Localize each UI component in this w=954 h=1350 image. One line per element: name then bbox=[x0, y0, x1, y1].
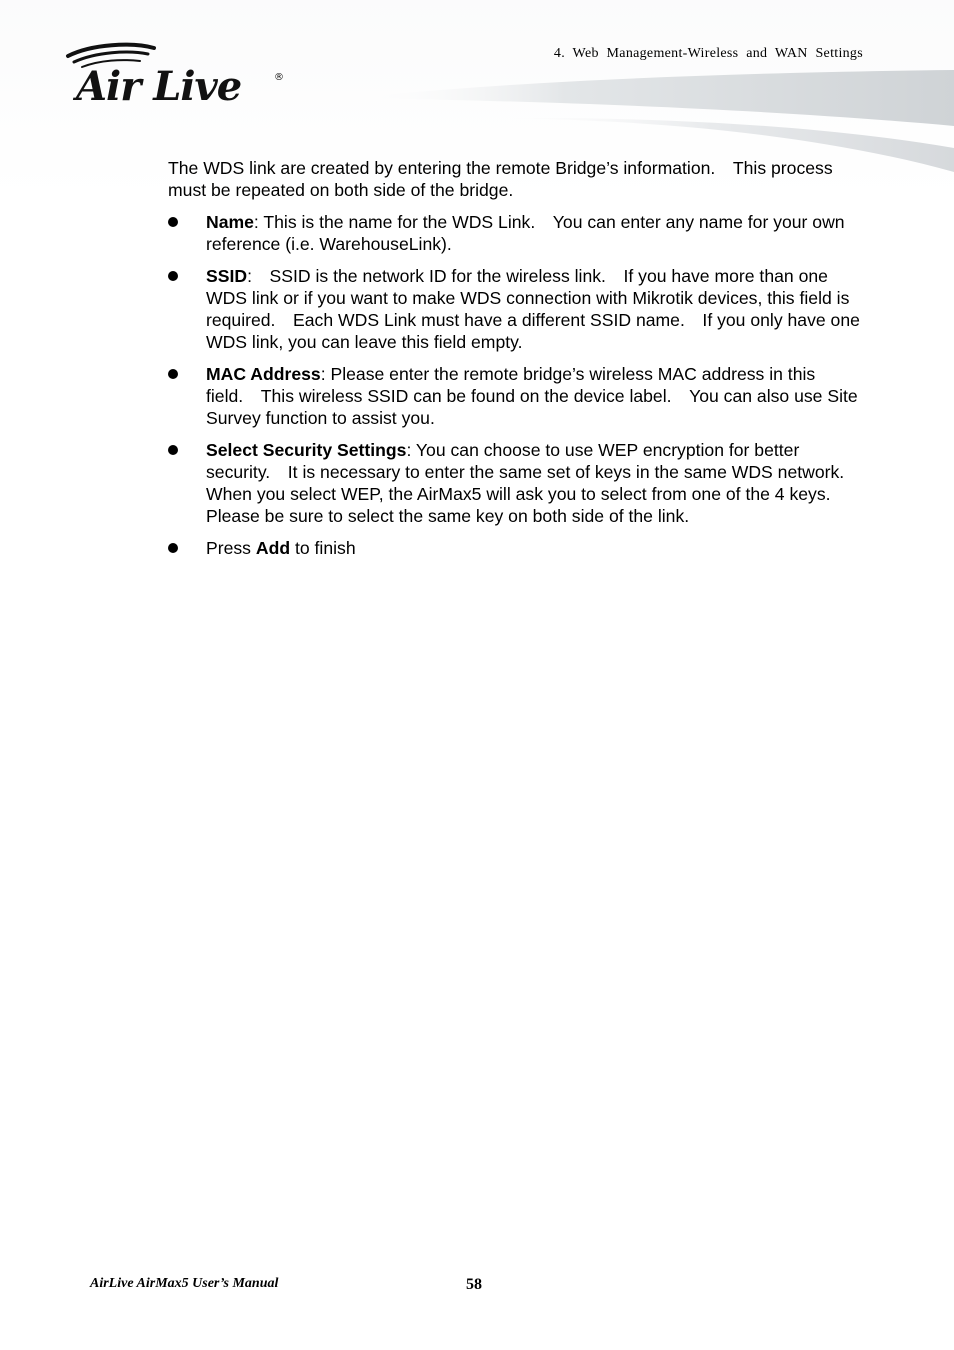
logo-wordmark: Air Live bbox=[76, 63, 242, 106]
bullet-dot-icon bbox=[168, 217, 178, 227]
page-number: 58 bbox=[466, 1276, 482, 1293]
bullet-term: Select Security Settings bbox=[206, 440, 407, 460]
bullet-dot-icon bbox=[168, 369, 178, 379]
bullet-text: : SSID is the network ID for the wireless link. If you have more than one WDS link or if you want to make WDS connection with Mikrotik devices, this field is required. Each WDS Link must have a different SSID name. If you only have one WDS link, you can leave this field empty. bbox=[206, 266, 860, 352]
bullet-term: MAC Address bbox=[206, 364, 321, 384]
bullet-term: Add bbox=[255, 538, 291, 558]
bullet-dot-icon bbox=[168, 543, 178, 553]
bullet-text: : This is the name for the WDS Link. You can enter any name for your own reference (i.e. WarehouseLink). bbox=[206, 212, 845, 254]
registered-mark: ® bbox=[274, 72, 284, 83]
bullet-term: SSID bbox=[206, 266, 248, 286]
list-item bbox=[168, 265, 868, 353]
list-item bbox=[168, 363, 868, 429]
bullet-prefix: Press bbox=[206, 538, 256, 558]
bullet-dot-icon bbox=[168, 271, 178, 281]
list-item bbox=[168, 537, 868, 559]
bullet-text: : Please enter the remote bridge’s wireless MAC address in this field. This wireless SSID can be found on the device label. You can also use Site Survey function to assist you. bbox=[206, 364, 858, 428]
manual-title: AirLive AirMax5 User’s Manual bbox=[90, 1276, 279, 1291]
page-content bbox=[168, 157, 868, 569]
bullet-text: to finish bbox=[290, 538, 356, 558]
list-item bbox=[168, 439, 868, 527]
list-item bbox=[168, 211, 868, 255]
chapter-title: 4. Web Management-Wireless and WAN Settings bbox=[553, 46, 863, 61]
bullet-text: : You can choose to use WEP encryption for better security. It is necessary to enter the same set of keys in the same WDS network. When you select WEP, the AirMax5 will ask you to select from one of the 4 keys. Please be sure to select the same key on both side of the link. bbox=[206, 440, 862, 526]
bullet-dot-icon bbox=[168, 445, 178, 455]
bullet-list bbox=[168, 211, 868, 559]
intro-paragraph: The WDS link are created by entering the remote Bridge’s information. This process must be repeated on both side of the bridge. bbox=[168, 158, 833, 200]
bullet-term: Name bbox=[206, 212, 254, 232]
airlive-logo bbox=[62, 40, 292, 106]
